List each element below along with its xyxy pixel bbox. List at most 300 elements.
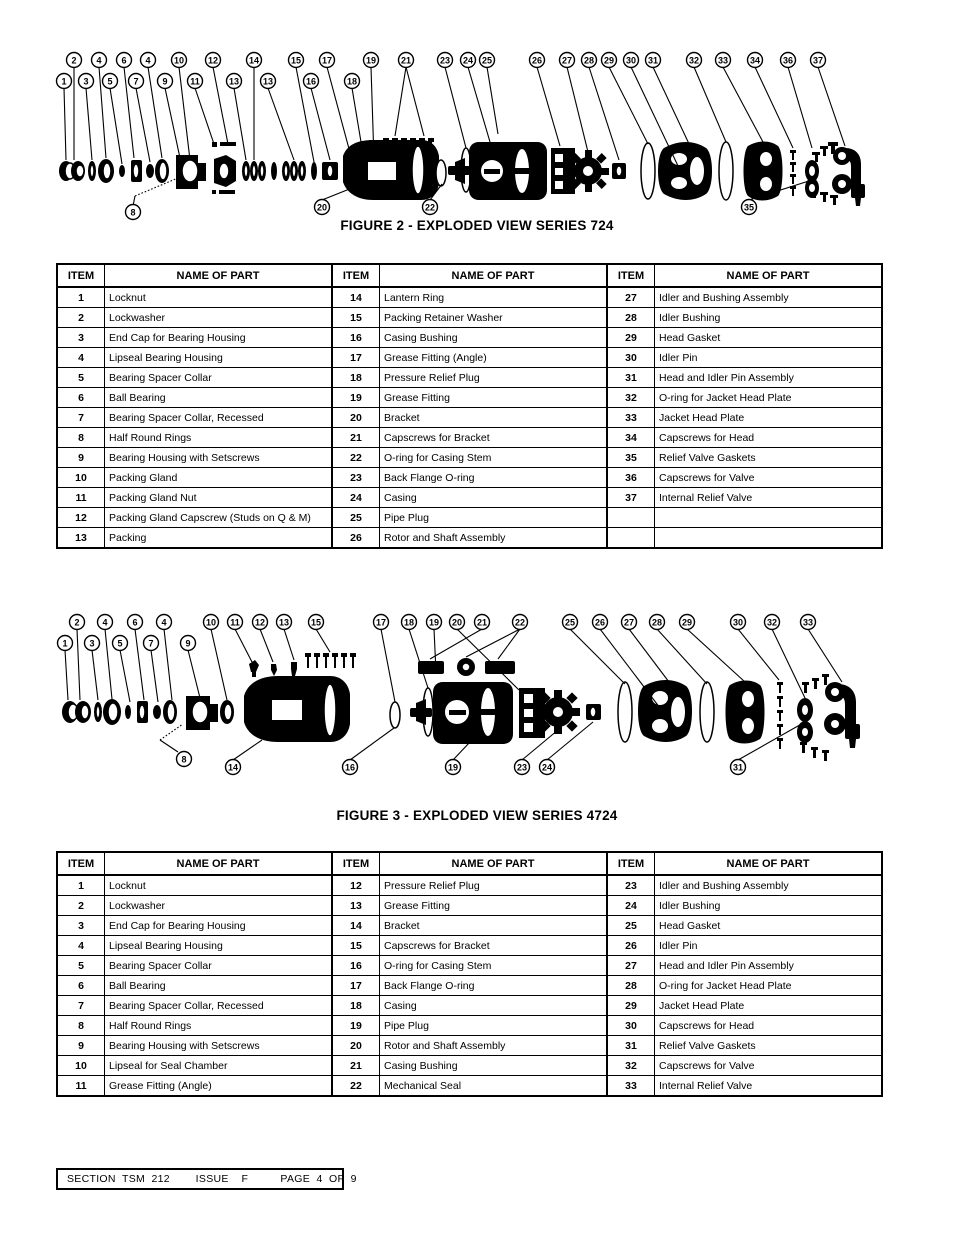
cell-part-name: Lockwasher: [105, 308, 333, 328]
cell-item-number: 4: [57, 936, 105, 956]
cell-part-name: Bearing Spacer Collar: [105, 368, 333, 388]
cell-part-name: Relief Valve Gaskets: [655, 448, 883, 468]
balloon-37: [811, 53, 826, 68]
parts-table-4724-head: [57, 852, 882, 875]
balloon-25: [480, 53, 495, 68]
cell-item-number: 22: [332, 1076, 380, 1097]
cell-part-name: Half Round Rings: [105, 1016, 333, 1036]
balloon-7: [129, 74, 144, 89]
cell-part-name: Pipe Plug: [380, 508, 608, 528]
svg-text:11: 11: [190, 76, 200, 87]
balloon-30: [624, 53, 639, 68]
cell-item-number: 16: [332, 328, 380, 348]
cell-item-number: 22: [332, 448, 380, 468]
cell-item-number: 10: [57, 468, 105, 488]
svg-text:27: 27: [623, 617, 635, 628]
svg-text:17: 17: [321, 55, 333, 66]
table-row: [57, 996, 882, 1016]
cell-item-number: 24: [607, 896, 655, 916]
cell-part-name: Bearing Housing with Setscrews: [105, 448, 333, 468]
cell-item-number: 7: [57, 408, 105, 428]
svg-text:5: 5: [107, 76, 113, 87]
svg-text:15: 15: [290, 55, 302, 66]
balloon-5: [103, 74, 118, 89]
f3-balloon-17: [374, 615, 389, 630]
svg-text:6: 6: [121, 55, 127, 66]
cell-item-number: 9: [57, 1036, 105, 1056]
svg-text:21: 21: [476, 617, 488, 628]
svg-text:8: 8: [181, 754, 187, 765]
cell-part-name: Locknut: [105, 287, 333, 308]
balloon-32: [687, 53, 702, 68]
f3-balloon-7: [144, 636, 159, 651]
svg-text:19: 19: [447, 762, 459, 773]
cell-item-number: 24: [332, 488, 380, 508]
cell-item-number: 18: [332, 996, 380, 1016]
svg-text:5: 5: [117, 638, 123, 649]
f3-balloon-8: [177, 752, 192, 767]
svg-text:8: 8: [130, 207, 136, 218]
cell-item-number: 13: [332, 896, 380, 916]
header-name-2: NAME OF PART: [380, 264, 608, 287]
header-item-3: ITEM: [607, 852, 655, 875]
balloon-35: [742, 200, 757, 215]
cell-part-name: Bracket: [380, 408, 608, 428]
svg-text:23: 23: [516, 762, 528, 773]
cell-item-number: 27: [607, 956, 655, 976]
table-row: [57, 1076, 882, 1097]
f3-balloon-28: [650, 615, 665, 630]
f3-balloon-27: [622, 615, 637, 630]
balloon-24: [461, 53, 476, 68]
cell-item-number: 4: [57, 348, 105, 368]
svg-text:3: 3: [83, 76, 89, 87]
cell-item-number: 17: [332, 348, 380, 368]
balloon-13a: [227, 74, 242, 89]
svg-text:9: 9: [185, 638, 191, 649]
svg-text:24: 24: [462, 55, 474, 66]
figure-3-parts: [62, 653, 860, 761]
table-row: [57, 916, 882, 936]
parts-table-series-4724: [56, 851, 883, 1097]
f3-balloon-13: [277, 615, 292, 630]
table-row: [57, 488, 882, 508]
svg-text:36: 36: [782, 55, 794, 66]
svg-text:31: 31: [732, 762, 744, 773]
f3-balloon-6: [128, 615, 143, 630]
table-row: [57, 468, 882, 488]
f3-balloon-12: [253, 615, 268, 630]
svg-text:13: 13: [262, 76, 274, 87]
cell-part-name: Locknut: [105, 875, 333, 896]
balloon-1: [57, 74, 72, 89]
svg-text:1: 1: [61, 76, 67, 87]
balloon-21: [399, 53, 414, 68]
cell-item-number: 6: [57, 388, 105, 408]
svg-text:16: 16: [344, 762, 356, 773]
cell-item-number: 11: [57, 488, 105, 508]
f3-balloon-22: [513, 615, 528, 630]
balloon-28: [582, 53, 597, 68]
svg-text:4: 4: [145, 55, 151, 66]
cell-item-number: 8: [57, 1016, 105, 1036]
cell-item-number: 9: [57, 448, 105, 468]
cell-part-name: Casing: [380, 488, 608, 508]
cell-item-number: 7: [57, 996, 105, 1016]
balloon-22: [423, 200, 438, 215]
table-row: [57, 528, 882, 549]
cell-part-name: Internal Relief Valve: [655, 488, 883, 508]
header-name-2: NAME OF PART: [380, 852, 608, 875]
f3-balloon-5: [113, 636, 128, 651]
cell-item-number: [607, 528, 655, 549]
cell-part-name: Packing Gland: [105, 468, 333, 488]
svg-text:18: 18: [346, 76, 358, 87]
svg-text:19: 19: [428, 617, 440, 628]
f3-balloon-15: [309, 615, 324, 630]
f3-balloon-9: [181, 636, 196, 651]
cell-part-name: Bearing Spacer Collar, Recessed: [105, 408, 333, 428]
svg-text:34: 34: [749, 55, 761, 66]
cell-item-number: 23: [332, 468, 380, 488]
cell-item-number: 12: [57, 508, 105, 528]
cell-part-name: O-ring for Casing Stem: [380, 956, 608, 976]
f3-balloon-20: [450, 615, 465, 630]
cell-item-number: 14: [332, 916, 380, 936]
svg-text:16: 16: [305, 76, 317, 87]
cell-part-name: Packing Gland Nut: [105, 488, 333, 508]
cell-item-number: 1: [57, 875, 105, 896]
f3-balloon-18: [402, 615, 417, 630]
cell-part-name: Internal Relief Valve: [655, 1076, 883, 1097]
cell-part-name: Back Flange O-ring: [380, 468, 608, 488]
svg-text:33: 33: [802, 617, 814, 628]
cell-item-number: 31: [607, 368, 655, 388]
cell-item-number: 3: [57, 328, 105, 348]
figure-2-caption: FIGURE 2 - EXPLODED VIEW SERIES 724: [340, 218, 614, 233]
svg-text:22: 22: [514, 617, 526, 628]
table-row: [57, 956, 882, 976]
balloon-12: [206, 53, 221, 68]
svg-text:4: 4: [96, 55, 102, 66]
parts-table-724-body: [57, 287, 882, 548]
figure-2-drawing: [0, 38, 954, 218]
svg-text:1: 1: [62, 638, 68, 649]
cell-item-number: 29: [607, 328, 655, 348]
svg-text:14: 14: [227, 762, 239, 773]
f3-balloon-3: [85, 636, 100, 651]
cell-part-name: Lantern Ring: [380, 287, 608, 308]
cell-item-number: 28: [607, 308, 655, 328]
table-header-row: [57, 852, 882, 875]
cell-part-name: Mechanical Seal: [380, 1076, 608, 1097]
balloon-6: [117, 53, 132, 68]
cell-part-name: Capscrews for Bracket: [380, 428, 608, 448]
cell-part-name: Jacket Head Plate: [655, 996, 883, 1016]
svg-text:20: 20: [451, 617, 463, 628]
svg-text:28: 28: [583, 55, 595, 66]
f3-balloon-14: [226, 760, 241, 775]
cell-part-name: Idler and Bushing Assembly: [655, 875, 883, 896]
header-item-2: ITEM: [332, 264, 380, 287]
cell-part-name: End Cap for Bearing Housing: [105, 916, 333, 936]
svg-text:27: 27: [561, 55, 573, 66]
table-row: [57, 287, 882, 308]
balloon-13b: [261, 74, 276, 89]
f3-balloon-10: [204, 615, 219, 630]
f3-balloon-32: [765, 615, 780, 630]
page-footer-text: SECTION TSM 212 ISSUE F PAGE 4 OF 9: [67, 1173, 357, 1185]
f3-balloon-4b: [157, 615, 172, 630]
cell-part-name: Head Gasket: [655, 328, 883, 348]
cell-item-number: [607, 508, 655, 528]
table-row: [57, 896, 882, 916]
cell-item-number: 25: [607, 916, 655, 936]
cell-part-name: Packing Gland Capscrew (Studs on Q & M): [105, 508, 333, 528]
svg-text:10: 10: [173, 55, 185, 66]
cell-part-name: Lipseal for Seal Chamber: [105, 1056, 333, 1076]
table-row: [57, 348, 882, 368]
cell-part-name: Bearing Housing with Setscrews: [105, 1036, 333, 1056]
cell-item-number: 30: [607, 1016, 655, 1036]
table-row: [57, 1056, 882, 1076]
svg-text:20: 20: [316, 202, 328, 213]
balloon-18: [345, 74, 360, 89]
cell-item-number: 21: [332, 1056, 380, 1076]
svg-text:31: 31: [647, 55, 659, 66]
svg-text:12: 12: [207, 55, 219, 66]
page-footer-box: [56, 1168, 357, 1190]
cell-item-number: 37: [607, 488, 655, 508]
figure-3-exploded-view: [0, 600, 954, 790]
cell-part-name: Jacket Head Plate: [655, 408, 883, 428]
table-row: [57, 408, 882, 428]
cell-item-number: 36: [607, 468, 655, 488]
svg-text:7: 7: [148, 638, 154, 649]
cell-item-number: 21: [332, 428, 380, 448]
parts-table-724-head: [57, 264, 882, 287]
header-item-3: ITEM: [607, 264, 655, 287]
cell-part-name: [655, 508, 883, 528]
svg-text:30: 30: [625, 55, 637, 66]
cell-item-number: 10: [57, 1056, 105, 1076]
cell-part-name: Back Flange O-ring: [380, 976, 608, 996]
f3-balloon-23: [515, 760, 530, 775]
svg-text:32: 32: [766, 617, 778, 628]
svg-text:6: 6: [132, 617, 138, 628]
cell-part-name: Packing: [105, 528, 333, 549]
svg-text:26: 26: [594, 617, 606, 628]
cell-item-number: 26: [607, 936, 655, 956]
cell-item-number: 13: [57, 528, 105, 549]
table-row: [57, 328, 882, 348]
svg-text:9: 9: [162, 76, 168, 87]
f3-balloon-25: [563, 615, 578, 630]
table-row: [57, 508, 882, 528]
cell-part-name: Rotor and Shaft Assembly: [380, 528, 608, 549]
cell-part-name: O-ring for Jacket Head Plate: [655, 388, 883, 408]
svg-text:13: 13: [278, 617, 290, 628]
header-name-1: NAME OF PART: [105, 852, 333, 875]
table-row: [57, 936, 882, 956]
cell-part-name: Capscrews for Head: [655, 1016, 883, 1036]
balloon-31: [646, 53, 661, 68]
cell-part-name: Casing Bushing: [380, 1056, 608, 1076]
cell-part-name: Idler Bushing: [655, 896, 883, 916]
cell-item-number: 16: [332, 956, 380, 976]
cell-part-name: Head Gasket: [655, 916, 883, 936]
cell-part-name: Capscrews for Valve: [655, 1056, 883, 1076]
cell-item-number: 1: [57, 287, 105, 308]
balloon-36: [781, 53, 796, 68]
cell-part-name: Ball Bearing: [105, 976, 333, 996]
cell-item-number: 20: [332, 1036, 380, 1056]
cell-item-number: 35: [607, 448, 655, 468]
table-row: [57, 1036, 882, 1056]
parts-table-series-724: [56, 263, 883, 549]
cell-part-name: Capscrews for Bracket: [380, 936, 608, 956]
balloon-11: [188, 74, 203, 89]
svg-text:25: 25: [564, 617, 576, 628]
cell-item-number: 34: [607, 428, 655, 448]
svg-text:32: 32: [688, 55, 700, 66]
balloon-4b: [141, 53, 156, 68]
cell-item-number: 6: [57, 976, 105, 996]
svg-text:18: 18: [403, 617, 415, 628]
balloon-20: [315, 200, 330, 215]
cell-part-name: Capscrews for Head: [655, 428, 883, 448]
svg-text:28: 28: [651, 617, 663, 628]
cell-part-name: Idler Pin: [655, 936, 883, 956]
header-name-3: NAME OF PART: [655, 852, 883, 875]
table-row: [57, 976, 882, 996]
f3-balloon-2: [70, 615, 85, 630]
balloon-34: [748, 53, 763, 68]
cell-item-number: 5: [57, 956, 105, 976]
cell-item-number: 14: [332, 287, 380, 308]
f3-balloon-1: [58, 636, 73, 651]
balloon-29: [602, 53, 617, 68]
cell-item-number: 30: [607, 348, 655, 368]
balloon-9: [158, 74, 173, 89]
cell-part-name: Head and Idler Pin Assembly: [655, 956, 883, 976]
cell-part-name: Lipseal Bearing Housing: [105, 936, 333, 956]
svg-text:4: 4: [161, 617, 167, 628]
cell-part-name: Grease Fitting (Angle): [380, 348, 608, 368]
svg-text:12: 12: [254, 617, 266, 628]
cell-part-name: Casing: [380, 996, 608, 1016]
cell-part-name: Idler and Bushing Assembly: [655, 287, 883, 308]
cell-item-number: 15: [332, 308, 380, 328]
table-header-row: [57, 264, 882, 287]
table-row: [57, 875, 882, 896]
svg-text:37: 37: [812, 55, 824, 66]
cell-item-number: 20: [332, 408, 380, 428]
svg-text:7: 7: [133, 76, 139, 87]
svg-text:22: 22: [424, 202, 436, 213]
figure-3-caption: FIGURE 3 - EXPLODED VIEW SERIES 4724: [336, 808, 618, 823]
cell-item-number: 19: [332, 1016, 380, 1036]
table-row: [57, 308, 882, 328]
cell-item-number: 3: [57, 916, 105, 936]
f3-balloon-19b: [446, 760, 461, 775]
balloon-26: [530, 53, 545, 68]
header-item-1: ITEM: [57, 264, 105, 287]
table-row: [57, 388, 882, 408]
balloon-16: [304, 74, 319, 89]
cell-item-number: 26: [332, 528, 380, 549]
cell-part-name: Grease Fitting: [380, 896, 608, 916]
cell-item-number: 12: [332, 875, 380, 896]
cell-part-name: Pipe Plug: [380, 1016, 608, 1036]
cell-item-number: 19: [332, 388, 380, 408]
table-row: [57, 368, 882, 388]
balloon-19: [364, 53, 379, 68]
figure-3-drawing: [0, 600, 954, 790]
svg-text:13: 13: [228, 76, 240, 87]
svg-text:10: 10: [205, 617, 217, 628]
cell-part-name: Grease Fitting: [380, 388, 608, 408]
parts-table-4724-body: [57, 875, 882, 1096]
cell-part-name: Pressure Relief Plug: [380, 875, 608, 896]
f3-balloon-29: [680, 615, 695, 630]
figure-2-exploded-view: [0, 38, 954, 218]
table-row: [57, 448, 882, 468]
cell-part-name: Relief Valve Gaskets: [655, 1036, 883, 1056]
cell-item-number: 17: [332, 976, 380, 996]
svg-text:29: 29: [603, 55, 615, 66]
cell-item-number: 15: [332, 936, 380, 956]
balloon-14: [247, 53, 262, 68]
cell-item-number: 18: [332, 368, 380, 388]
svg-text:24: 24: [541, 762, 553, 773]
svg-text:11: 11: [230, 617, 240, 628]
cell-item-number: 8: [57, 428, 105, 448]
f3-balloon-24: [540, 760, 555, 775]
cell-item-number: 5: [57, 368, 105, 388]
cell-part-name: Idler Pin: [655, 348, 883, 368]
f3-balloon-26: [593, 615, 608, 630]
cell-item-number: 31: [607, 1036, 655, 1056]
cell-item-number: 2: [57, 896, 105, 916]
f3-balloon-21: [475, 615, 490, 630]
f3-balloon-31: [731, 760, 746, 775]
svg-text:4: 4: [102, 617, 108, 628]
cell-part-name: Grease Fitting (Angle): [105, 1076, 333, 1097]
cell-part-name: Casing Bushing: [380, 328, 608, 348]
cell-part-name: Pressure Relief Plug: [380, 368, 608, 388]
balloon-2: [67, 53, 82, 68]
balloon-15: [289, 53, 304, 68]
cell-part-name: O-ring for Jacket Head Plate: [655, 976, 883, 996]
svg-text:2: 2: [71, 55, 77, 66]
cell-part-name: Capscrews for Valve: [655, 468, 883, 488]
cell-part-name: Bearing Spacer Collar, Recessed: [105, 996, 333, 1016]
balloon-3: [79, 74, 94, 89]
svg-text:23: 23: [439, 55, 451, 66]
svg-text:15: 15: [310, 617, 322, 628]
svg-text:29: 29: [681, 617, 693, 628]
header-name-1: NAME OF PART: [105, 264, 333, 287]
cell-part-name: Head and Idler Pin Assembly: [655, 368, 883, 388]
svg-text:3: 3: [89, 638, 95, 649]
cell-part-name: Lipseal Bearing Housing: [105, 348, 333, 368]
cell-item-number: 29: [607, 996, 655, 1016]
cell-part-name: Bracket: [380, 916, 608, 936]
cell-part-name: Bearing Spacer Collar: [105, 956, 333, 976]
cell-item-number: 32: [607, 388, 655, 408]
cell-item-number: 33: [607, 1076, 655, 1097]
